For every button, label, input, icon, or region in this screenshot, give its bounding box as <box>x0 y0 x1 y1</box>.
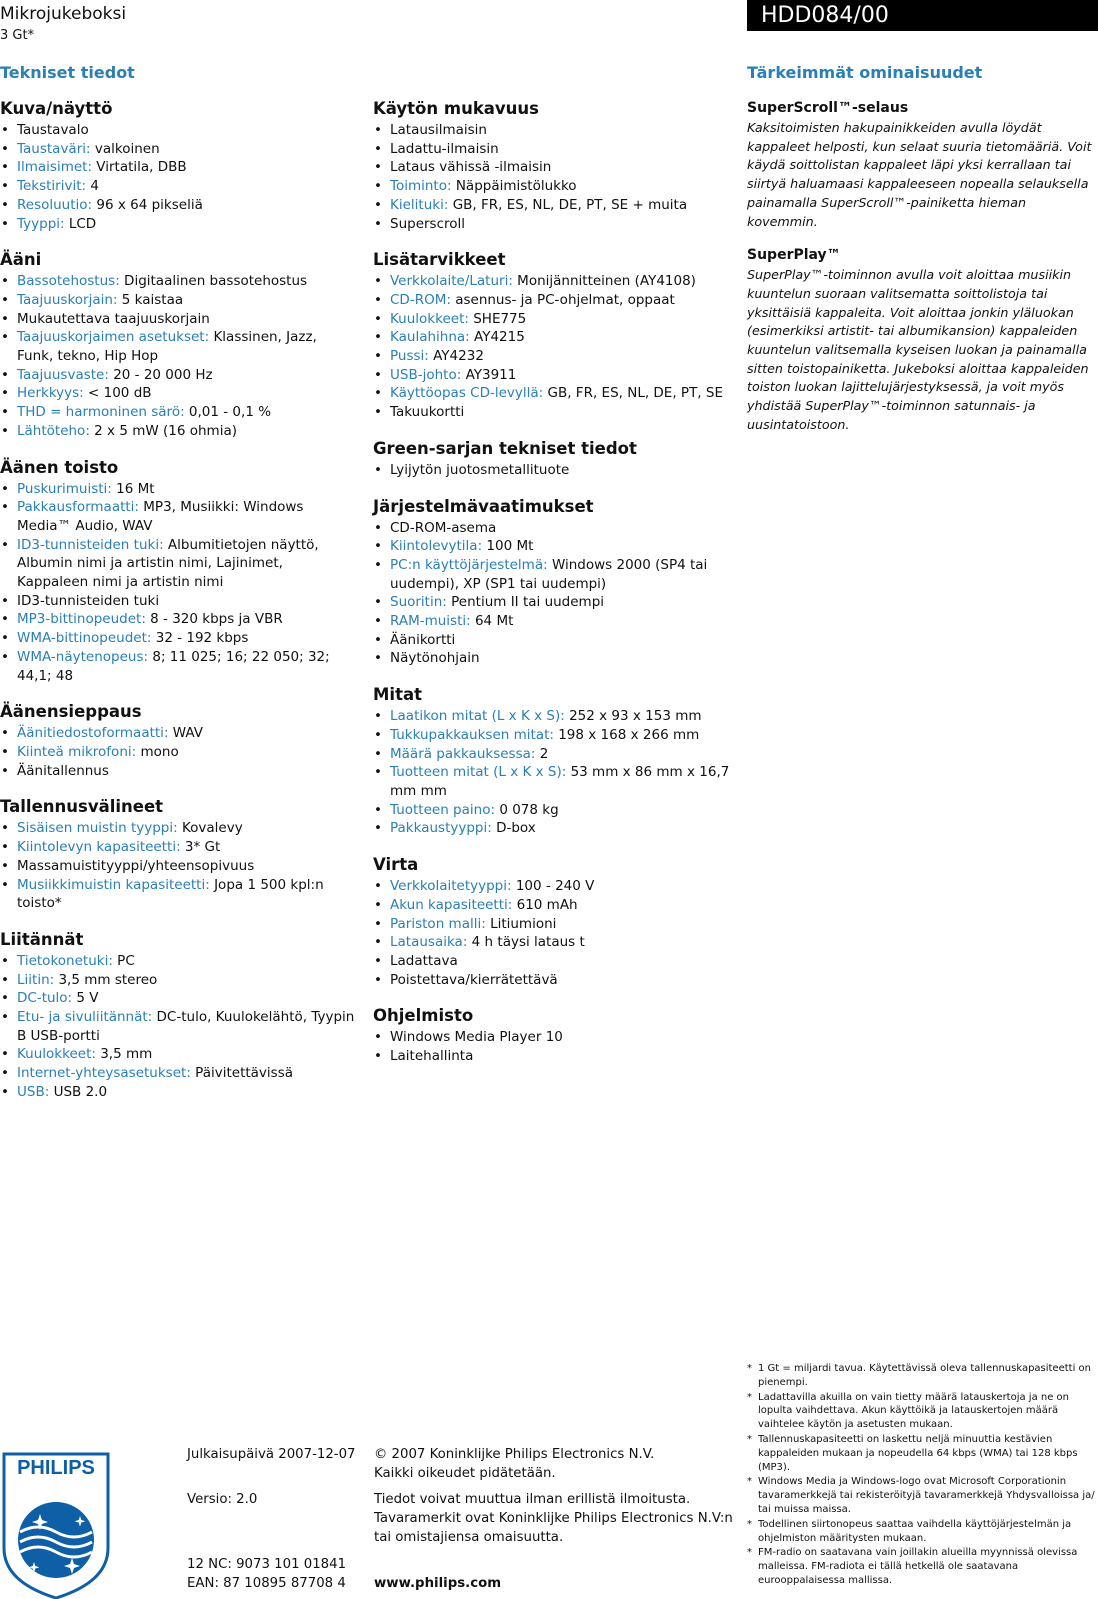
spec-label: Tuotteen mitat (L x K x S): <box>390 764 567 781</box>
feature-superplay <box>747 245 1097 434</box>
footnote: * Todellinen siirtonopeus saattaa vaihdella käyttöjärjestelmän ja ohjelmiston määritysten mukaan. <box>747 1518 1097 1546</box>
spec-item <box>0 291 355 310</box>
spec-value: Superscroll <box>390 215 466 232</box>
spec-value: Kovalevy <box>181 820 243 837</box>
spec-label: THD = harmoninen särö: <box>17 404 185 421</box>
spec-item <box>373 291 733 310</box>
spec-item <box>373 707 733 726</box>
spec-label: Latausaika: <box>390 934 468 951</box>
spec-item <box>373 801 733 820</box>
spec-label: Pussi: <box>390 348 429 365</box>
spec-label: USB-johto: <box>390 366 462 383</box>
spec-value: GB, FR, ES, NL, DE, PT, SE <box>547 385 723 402</box>
spec-item <box>373 819 733 838</box>
spec-value: CD-ROM-asema <box>390 519 497 536</box>
spec-item <box>0 724 355 743</box>
spec-label: Internet-yhteysasetukset: <box>17 1065 191 1082</box>
spec-item <box>0 422 355 441</box>
spec-item <box>0 592 355 611</box>
spec-item <box>373 403 733 422</box>
spec-item <box>373 915 733 934</box>
spec-label: Akun kapasiteetti: <box>390 896 513 913</box>
spec-value: 252 x 93 x 153 mm <box>569 708 702 725</box>
spec-label: Pakkaustyyppi: <box>390 820 492 837</box>
version: Versio: 2.0 <box>187 1492 258 1507</box>
spec-item <box>0 121 355 140</box>
spec-value: Päivitettävissä <box>195 1065 294 1082</box>
spec-group-green-sarjan-tekniset-tiedot <box>373 438 733 480</box>
spec-label: Suoritin: <box>390 594 447 611</box>
spec-value: Taustavalo <box>17 122 89 138</box>
spec-value: Pentium II tai uudempi <box>451 594 605 611</box>
spec-item <box>373 366 733 385</box>
spec-item <box>373 158 733 177</box>
spec-item <box>0 629 355 648</box>
spec-item <box>0 857 355 876</box>
features-column <box>747 98 1097 449</box>
spec-item <box>0 140 355 159</box>
spec-value: 16 Mt <box>116 480 155 497</box>
spec-label: Bassotehostus: <box>17 273 120 290</box>
spec-value: Klassinen, Jazz, Funk, tekno, Hip Hop <box>17 329 317 365</box>
spec-value: mono <box>140 743 179 760</box>
spec-label: Resoluutio: <box>17 196 93 213</box>
spec-item <box>373 952 733 971</box>
spec-value: < 100 dB <box>88 385 152 402</box>
spec-item <box>373 328 733 347</box>
spec-label: Puskurimuisti: <box>17 480 112 497</box>
spec-value: 96 x 64 pikseliä <box>96 196 203 213</box>
spec-group-liitannat <box>0 929 355 1102</box>
spec-item <box>373 310 733 329</box>
spec-group-aani <box>0 249 355 440</box>
spec-label: WMA-näytenopeus: <box>17 648 149 665</box>
spec-item <box>0 310 355 329</box>
footnote: * FM-radio on saatavana vain joillakin alueilla myynnissä olevissa malleissa. FM-radiota ei tällä hetkellä ole saatavana eurooppalaisessa mallissa. <box>747 1546 1097 1587</box>
model-badge: HDD084/00 <box>747 0 1098 31</box>
spec-item <box>373 121 733 140</box>
change-notice: Tiedot voivat muuttua ilman erillistä ilmoitusta. Tavaramerkit ovat Koninklijke Philips Electronics N.V:n tai omistajiensa omaisuutta. <box>374 1492 733 1545</box>
spec-item <box>373 593 733 612</box>
specs-column-1 <box>0 98 355 1118</box>
spec-item <box>0 536 355 592</box>
spec-item <box>0 480 355 499</box>
nc-code: 12 NC: 9073 101 01841 <box>187 1557 347 1572</box>
spec-group-mitat <box>373 684 733 838</box>
spec-label: Liitin: <box>17 971 55 988</box>
spec-group-lisatarvikkeet <box>373 249 733 422</box>
spec-label: Lähtöteho: <box>17 422 90 439</box>
spec-value: 4 <box>90 178 99 195</box>
spec-group-ohjelmisto <box>373 1005 733 1065</box>
spec-list <box>373 707 733 838</box>
spec-group-title: Green-sarjan tekniset tiedot <box>373 438 637 458</box>
spec-value: Lataus vähissä -ilmaisin <box>390 159 552 176</box>
rights-line: Kaikki oikeudet pidätetään. <box>374 1466 556 1481</box>
spec-label: Kiinteä mikrofoni: <box>17 743 137 760</box>
spec-value: Lyijytön juotosmetallituote <box>390 461 570 478</box>
spec-label: Käyttöopas CD-levyllä: <box>390 385 544 402</box>
spec-item <box>0 1008 355 1045</box>
spec-item <box>373 631 733 650</box>
spec-group-title: Mitat <box>373 685 422 705</box>
spec-item <box>0 403 355 422</box>
spec-value: Poistettava/kierrätettävä <box>390 971 558 988</box>
spec-label: Sisäisen muistin tyyppi: <box>17 820 178 837</box>
spec-value: 100 - 240 V <box>515 878 595 895</box>
footnote: * 1 Gt = miljardi tavua. Käytettävissä oleva tallennuskapasiteetti on pienempi. <box>747 1362 1097 1390</box>
spec-label: Toiminto: <box>390 178 452 195</box>
spec-value: Litiumioni <box>490 915 557 932</box>
spec-item <box>373 726 733 745</box>
spec-item <box>373 196 733 215</box>
spec-group-kayton-mukavuus <box>373 98 733 233</box>
spec-value: 5 kaistaa <box>121 291 184 308</box>
copyright <box>374 1445 734 1483</box>
spec-item <box>373 272 733 291</box>
spec-value: AY4215 <box>474 329 525 346</box>
spec-label: Tekstirivit: <box>17 178 87 195</box>
feature-superscroll-selaus <box>747 98 1097 231</box>
spec-label: Äänitiedostoformaatti: <box>17 725 169 742</box>
spec-item <box>0 384 355 403</box>
spec-value: 0 078 kg <box>499 801 559 818</box>
spec-item <box>0 648 355 685</box>
spec-group-title: Ääni <box>0 250 42 270</box>
spec-label: RAM-muisti: <box>390 613 471 630</box>
spec-label: Herkkyys: <box>17 385 84 402</box>
specs-column-2 <box>373 98 733 1082</box>
spec-item <box>373 556 733 593</box>
spec-item <box>373 177 733 196</box>
spec-group-title: Kuva/näyttö <box>0 99 113 118</box>
spec-value: Latausilmaisin <box>390 122 487 138</box>
spec-list <box>373 519 733 669</box>
spec-value: 0,01 - 0,1 % <box>188 404 272 421</box>
spec-value: Ladattu-ilmaisin <box>390 140 499 157</box>
spec-label: Kuulokkeet: <box>17 1046 96 1063</box>
spec-value: LCD <box>68 215 97 232</box>
spec-value: 4 h täysi lataus t <box>471 934 585 951</box>
spec-list <box>0 819 355 913</box>
spec-item <box>0 743 355 762</box>
spec-group-title: Tallennusvälineet <box>0 797 164 817</box>
spec-value: AY4232 <box>433 348 484 365</box>
spec-value: 2 <box>539 745 549 762</box>
spec-group-title: Virta <box>373 855 419 875</box>
spec-value: 3,5 mm <box>100 1046 153 1063</box>
spec-value: 3* Gt <box>184 839 221 856</box>
spec-list <box>0 272 355 440</box>
spec-item <box>0 819 355 838</box>
spec-list <box>373 1028 733 1065</box>
spec-value: Monijännitteinen (AY4108) <box>517 273 696 290</box>
spec-value: asennus- ja PC-ohjelmat, oppaat <box>455 291 675 308</box>
spec-value: Äänitallennus <box>17 762 109 779</box>
spec-label: Tyyppi: <box>17 215 65 232</box>
philips-logo <box>0 1452 112 1599</box>
spec-list <box>373 877 733 989</box>
footnotes <box>747 1362 1097 1589</box>
spec-item <box>373 461 733 480</box>
spec-value: 2 x 5 mW (16 ohmia) <box>94 422 237 439</box>
spec-item <box>0 989 355 1008</box>
spec-item <box>373 519 733 538</box>
spec-item <box>373 649 733 668</box>
spec-label: Tuotteen paino: <box>390 801 496 818</box>
spec-list <box>0 480 355 686</box>
website-link[interactable]: www.philips.com <box>374 1576 502 1591</box>
spec-item <box>0 971 355 990</box>
spec-group-title: Ohjelmisto <box>373 1006 474 1026</box>
spec-label: DC-tulo: <box>17 990 73 1007</box>
footnote: * Ladattavilla akuilla on vain tietty määrä latauskertoja ja ne on lopulta vaihdettava. Akun käyttöikä ja latauskertojen määrä vaihtelee käytön ja asetusten mukaan. <box>747 1391 1097 1432</box>
spec-label: Pariston malli: <box>390 915 486 932</box>
spec-item <box>373 347 733 366</box>
spec-value: Windows 2000 (SP4 tai uudempi), XP (SP1 tai uudempi) <box>390 556 708 592</box>
spec-label: Tukkupakkauksen mitat: <box>390 726 554 743</box>
spec-list <box>0 952 355 1102</box>
spec-item <box>0 177 355 196</box>
spec-value: Digitaalinen bassotehostus <box>124 273 308 290</box>
spec-label: WMA-bittinopeudet: <box>17 630 152 647</box>
spec-list <box>373 461 733 480</box>
spec-item <box>373 384 733 403</box>
footnote: * Windows Media ja Windows-logo ovat Microsoft Corporationin tavaramerkkejä tai rekisteröityjä tavaramerkkejä Yhdysvalloissa ja/ tai muissa maissa. <box>747 1475 1097 1516</box>
spec-value: Näytönohjain <box>390 650 480 667</box>
spec-list <box>0 724 355 780</box>
spec-value: Äänikortti <box>390 631 456 648</box>
spec-value: 198 x 168 x 266 mm <box>558 726 700 743</box>
spec-item <box>373 1047 733 1066</box>
spec-item <box>0 952 355 971</box>
spec-item <box>0 196 355 215</box>
spec-value: Takuukortti <box>390 404 465 421</box>
spec-label: Kuulokkeet: <box>390 310 469 327</box>
spec-label: Tietokonetuki: <box>17 952 113 969</box>
spec-value: 5 V <box>76 990 99 1007</box>
spec-value: GB, FR, ES, NL, DE, PT, SE + muita <box>452 196 688 213</box>
spec-group-title: Lisätarvikkeet <box>373 250 506 270</box>
spec-label: Määrä pakkauksessa: <box>390 745 536 762</box>
spec-label: Kielituki: <box>390 196 449 213</box>
spec-item <box>373 971 733 990</box>
spec-item <box>373 612 733 631</box>
ean-code: EAN: 87 10895 87708 4 <box>187 1576 346 1591</box>
philips-logo-text: PHILIPS <box>17 1457 95 1479</box>
spec-value: Näppäimistölukko <box>455 178 577 195</box>
spec-value: 610 mAh <box>516 896 578 913</box>
spec-item <box>373 745 733 764</box>
spec-item <box>373 877 733 896</box>
spec-item <box>373 933 733 952</box>
spec-value: D-box <box>496 820 536 837</box>
spec-group-title: Äänen toisto <box>0 457 119 477</box>
spec-label: Taustaväri: <box>17 140 91 157</box>
spec-label: ID3-tunnisteiden tuki: <box>17 536 164 553</box>
spec-value: Laitehallinta <box>390 1048 474 1065</box>
spec-label: Musiikkimuistin kapasiteetti: <box>17 876 210 893</box>
spec-list <box>373 272 733 422</box>
spec-item <box>0 498 355 535</box>
spec-item <box>0 366 355 385</box>
spec-item <box>373 896 733 915</box>
spec-item <box>0 838 355 857</box>
spec-value: WAV <box>172 725 204 742</box>
spec-value: Ladattava <box>390 952 458 969</box>
spec-list <box>373 121 733 233</box>
spec-value: Albumitietojen näyttö, Albumin nimi ja artistin nimi, Lajinimet, Kappaleen nimi ja artistin nimi <box>17 536 319 591</box>
spec-value: PC <box>117 952 135 969</box>
spec-value: 64 Mt <box>474 613 514 630</box>
spec-value: Massamuistityyppi/yhteensopivuus <box>17 857 255 874</box>
spec-label: Kiintolevytila: <box>390 538 483 555</box>
spec-group-title: Liitännät <box>0 929 84 949</box>
spec-item <box>0 1045 355 1064</box>
copyright-line: © 2007 Koninklijke Philips Electronics N.V. <box>374 1447 655 1462</box>
spec-value: DC-tulo, Kuulokelähtö, Tyypin B USB-portti <box>17 1009 355 1044</box>
spec-label: Verkkolaite/Laturi: <box>390 273 513 290</box>
spec-group-title: Järjestelmävaatimukset <box>373 496 594 516</box>
spec-label: Laatikon mitat (L x K x S): <box>390 708 565 725</box>
spec-group-title: Äänensieppaus <box>0 702 142 722</box>
spec-item <box>373 537 733 556</box>
spec-value: SHE775 <box>473 310 527 327</box>
spec-group-kuva-naytto <box>0 98 355 233</box>
spec-item <box>373 140 733 159</box>
spec-value: 8; 11 025; 16; 22 050; 32; 44,1; 48 <box>17 648 330 684</box>
spec-list <box>0 121 355 233</box>
spec-item <box>0 215 355 234</box>
spec-label: Ilmaisimet: <box>17 159 92 176</box>
spec-value: ID3-tunnisteiden tuki <box>17 592 160 609</box>
release-date: Julkaisupäivä 2007-12-07 <box>187 1447 356 1462</box>
spec-label: Taajuuskorjaimen asetukset: <box>17 329 210 346</box>
spec-value: valkoinen <box>94 140 160 157</box>
spec-group-aanen-toisto <box>0 457 355 686</box>
spec-label: Etu- ja sivuliitännät: <box>17 1009 153 1026</box>
spec-value: Jopa 1 500 kpl:n toisto* <box>17 876 324 912</box>
spec-group-jarjestelmavaatimukset <box>373 496 733 669</box>
spec-value: Virtatila, DBB <box>96 159 187 176</box>
spec-item <box>0 876 355 913</box>
spec-item <box>0 1064 355 1083</box>
spec-value: 3,5 mm stereo <box>58 971 158 988</box>
spec-label: USB: <box>17 1083 50 1100</box>
spec-value: USB 2.0 <box>53 1083 108 1100</box>
spec-label: Kaulahihna: <box>390 329 470 346</box>
spec-value: AY3911 <box>465 366 517 383</box>
spec-value: 8 - 320 kbps ja VBR <box>150 611 283 628</box>
spec-value: MP3, Musiikki: Windows Media™ Audio, WAV <box>17 499 304 534</box>
tech-specs-title: Tekniset tiedot <box>0 63 135 82</box>
key-features-title: Tärkeimmät ominaisuudet <box>747 63 983 82</box>
spec-label: Kiintolevyn kapasiteetti: <box>17 839 181 856</box>
spec-label: Taajuuskorjain: <box>17 291 118 308</box>
spec-item <box>0 158 355 177</box>
spec-item <box>0 1083 355 1102</box>
feature-title: SuperScroll™-selaus <box>747 100 909 116</box>
spec-group-virta <box>373 854 733 989</box>
product-capacity: 3 Gt* <box>0 28 35 43</box>
spec-label: Pakkausformaatti: <box>17 499 139 516</box>
spec-item <box>373 1028 733 1047</box>
spec-label: Verkkolaitetyyppi: <box>390 878 512 895</box>
spec-group-title: Käytön mukavuus <box>373 99 539 118</box>
spec-item <box>373 763 733 800</box>
footnote: * Tallennuskapasiteetti on laskettu neljä minuuttia kestävien kappaleiden mukaan ja nopeudella 64 kbps (WMA) tai 128 kbps (MP3). <box>747 1433 1097 1474</box>
spec-value: Windows Media Player 10 <box>390 1029 563 1046</box>
product-name: Mikrojukeboksi <box>0 4 127 24</box>
spec-item <box>0 272 355 291</box>
spec-value: 53 mm x 86 mm x 16,7 mm mm <box>390 764 730 799</box>
spec-item <box>373 215 733 234</box>
spec-label: Taajuusvaste: <box>17 366 109 383</box>
spec-item <box>0 610 355 629</box>
feature-description: Kaksitoimisten hakupainikkeiden avulla löydät kappaleet helposti, kun selaat suuria tietomääriä. Voit käydä soittolistan kappaleet läpi yksi kerrallaan tai siirtyä haluamaasi kappaleeseen nopealla selauksella painamalla SuperScroll™-painiketta hieman kovemmin. <box>747 120 1092 229</box>
spec-group-aanensieppaus <box>0 701 355 780</box>
spec-label: MP3-bittinopeudet: <box>17 611 146 628</box>
feature-title: SuperPlay™ <box>747 247 841 264</box>
spec-value: 100 Mt <box>486 538 534 555</box>
feature-description: SuperPlay™-toiminnon avulla voit aloittaa musiikin kuuntelun suoraan valitsematta soittolistoja tai yksittäisiä kappaleita. Voit aloittaa jonkin yläluokan (esimerkiksi artistit- tai albumikansion) kappaleiden kuuntelun valitsemalla kyseisen luokan ja painamalla sitten toistopainiketta. Jukeboksi aloittaa kappaleiden toiston luokan lajittelujärjestyksessä, ja voit myös yhdistää SuperPlay™-toiminnon satunnais- ja uusintatoistoon. <box>747 267 1089 432</box>
spec-label: CD-ROM: <box>390 291 451 308</box>
spec-value: Mukautettava taajuuskorjain <box>17 310 210 327</box>
spec-label: PC:n käyttöjärjestelmä: <box>390 556 548 573</box>
spec-value: 32 - 192 kbps <box>155 630 249 647</box>
spec-item <box>0 328 355 365</box>
spec-item <box>0 762 355 781</box>
spec-group-tallennusvalineet <box>0 796 355 913</box>
spec-value: 20 - 20 000 Hz <box>113 366 213 383</box>
